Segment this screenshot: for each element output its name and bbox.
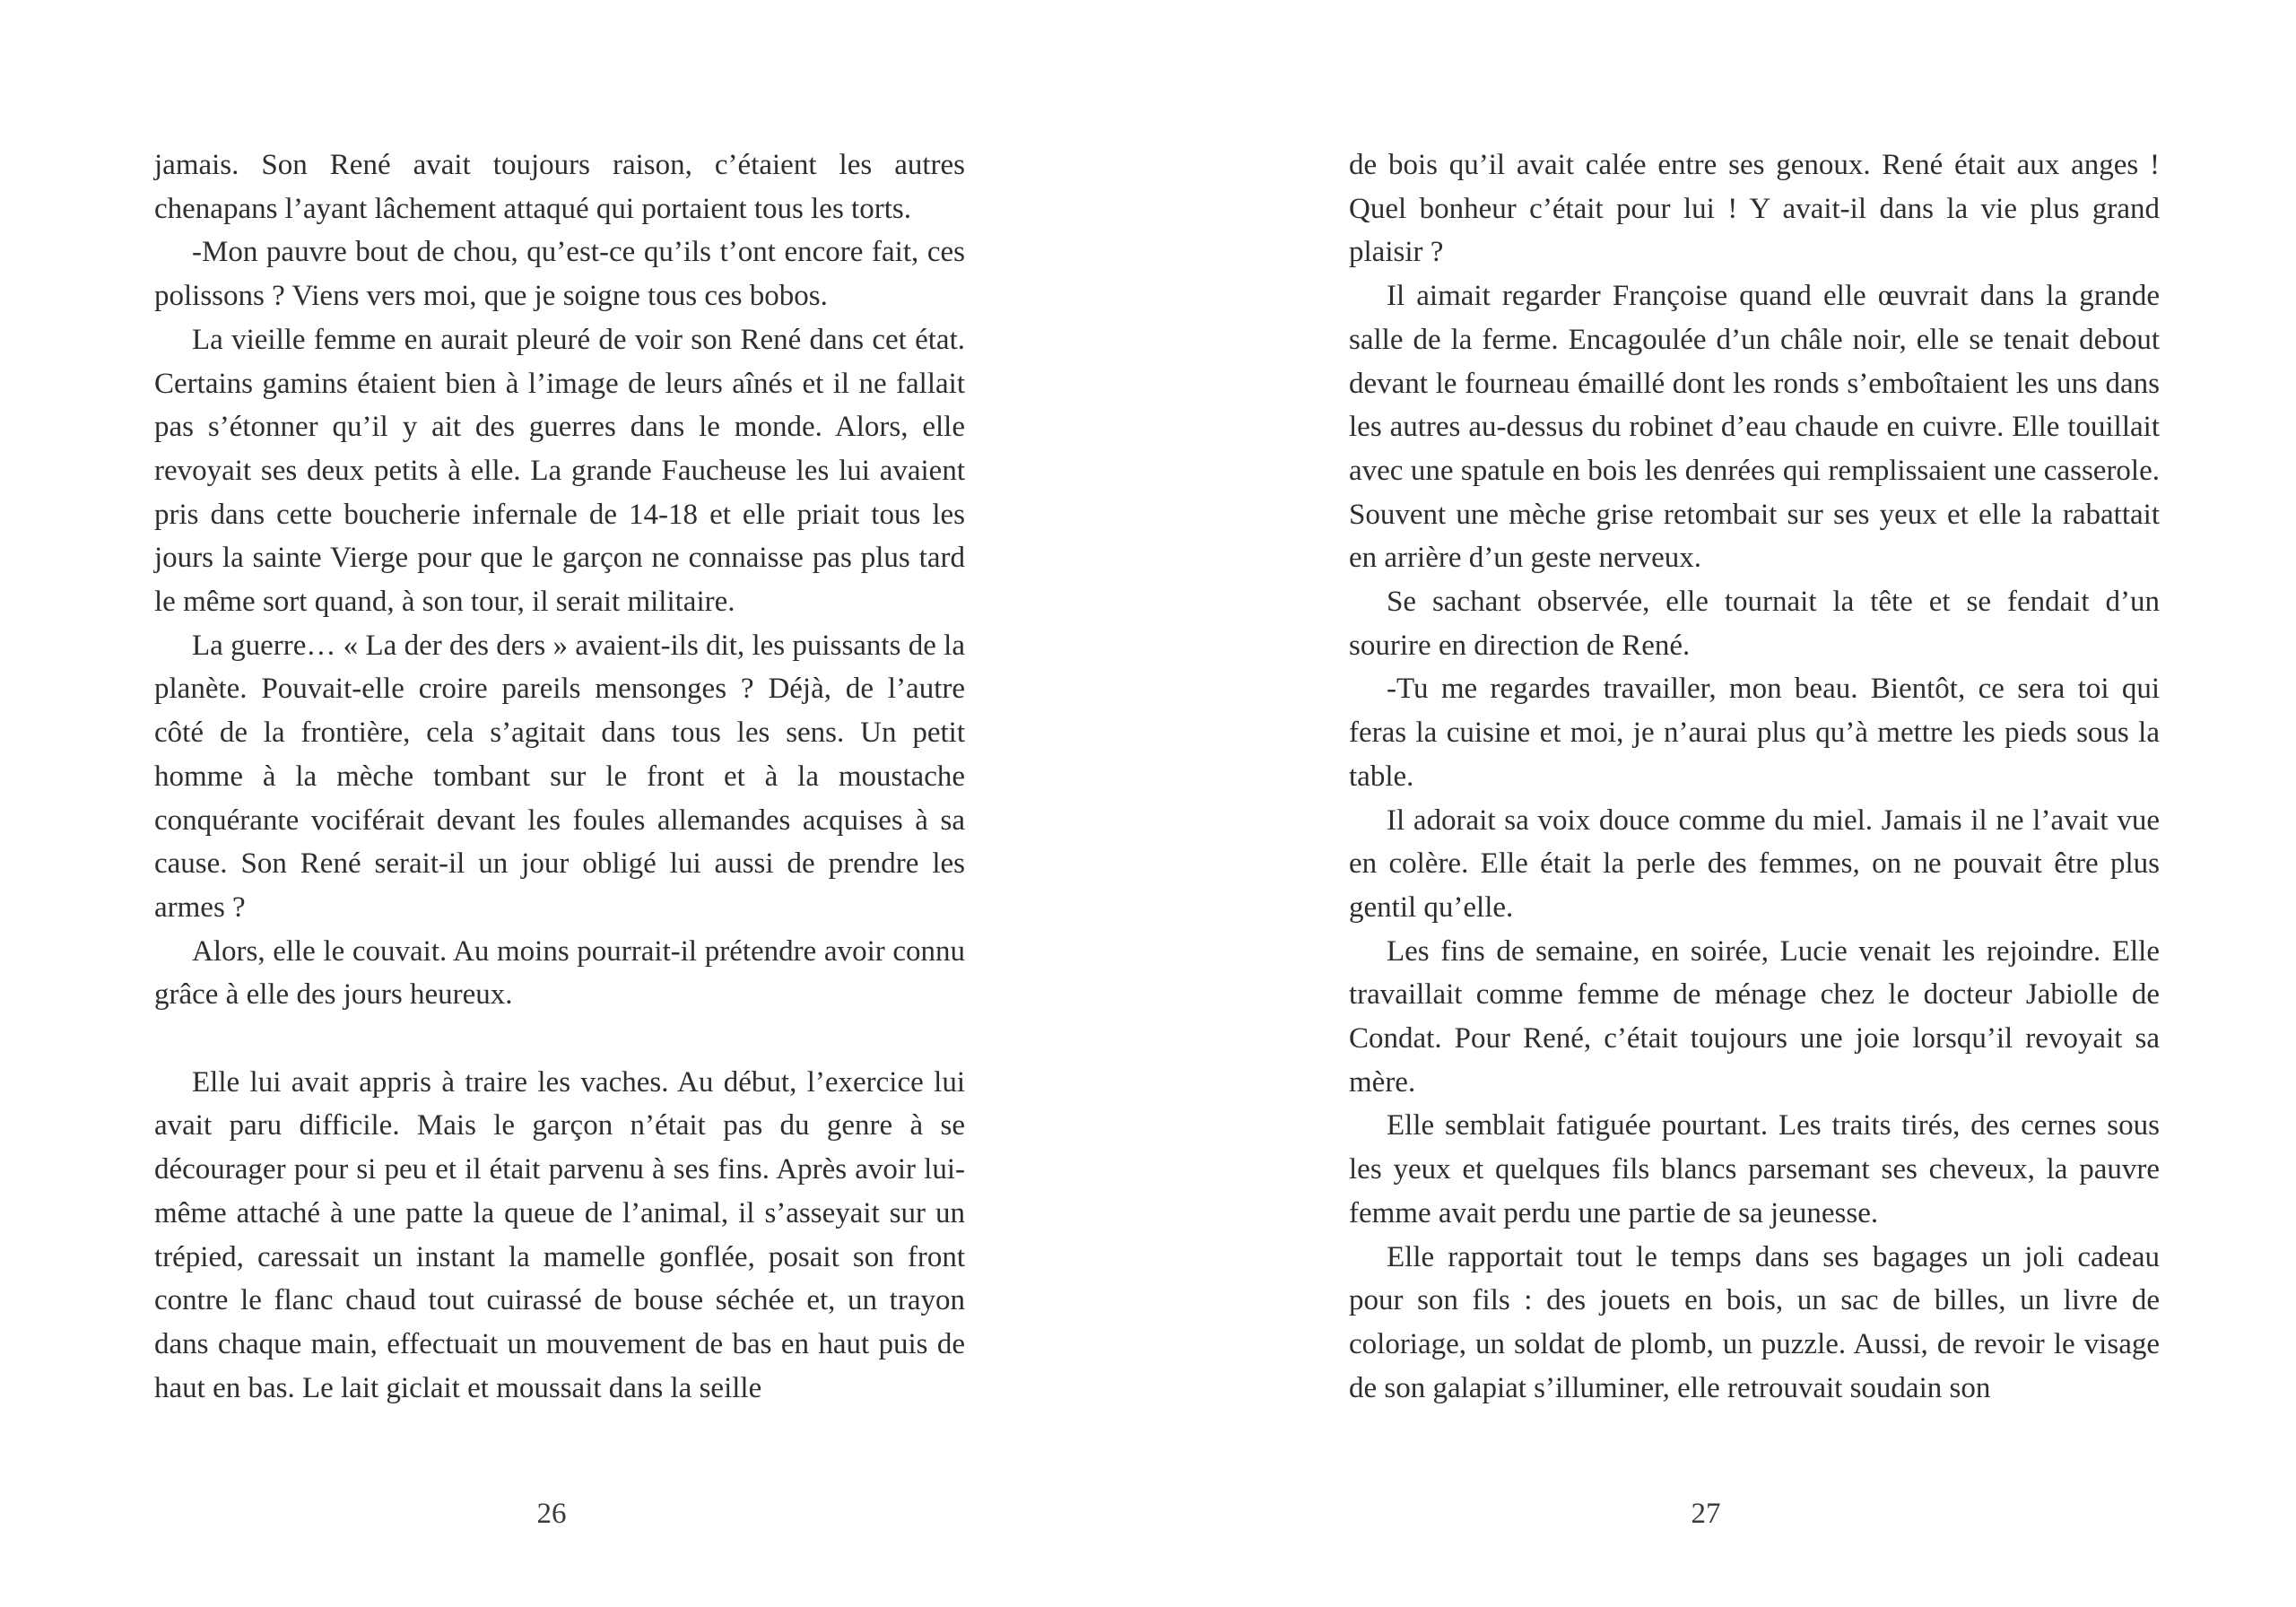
paragraph: Il aimait regarder Françoise quand elle œuvrait dans la grande salle de la ferme. Encagoulée d’un châle noir, elle se tenait debout devant le fourneau émaillé dont les ronds s’emboîtaient les uns dans les autres au-dessus du robinet d’eau chaude en cuivre. Elle touillait avec une spatule en bois les denrées qui remplissaient une casserole. Souvent une mèche grise retombait sur ses yeux et elle la rabattait en arrière d’un geste nerveux. <box>1349 280 2160 575</box>
paragraph: de bois qu’il avait calée entre ses genoux. René était aux anges ! Quel bonheur c’était pour lui ! Y avait-il dans la vie plus grand plaisir ? <box>1349 149 2160 269</box>
paragraph: -Tu me regardes travailler, mon beau. Bientôt, ce sera toi qui feras la cuisine et moi, je n’aurai plus qu’à mettre les pieds sous la table. <box>1349 673 2160 793</box>
paragraph: -Mon pauvre bout de chou, qu’est-ce qu’ils t’ont encore fait, ces polissons ? Viens vers moi, que je soigne tous ces bobos. <box>154 236 965 313</box>
paragraph: La guerre… « La der des ders » avaient-ils dit, les puissants de la planète. Pouvait-elle croire pareils mensonges ? Déjà, de l’autre côté de la frontière, cela s’agitait dans tous les sens. Un petit homme à la mèche tombant sur le front et à la moustache conquérante vociférait devant les foules allemandes acquises à sa cause. Son René serait-il un jour obligé lui aussi de prendre les armes ? <box>154 629 965 924</box>
page-number-right: 27 <box>1691 1498 1721 1530</box>
paragraph: Il adorait sa voix douce comme du miel. Jamais il ne l’avait vue en colère. Elle était la perle des femmes, on ne pouvait être plus gentil qu’elle. <box>1349 804 2160 924</box>
paragraph: Les fins de semaine, en soirée, Lucie venait les rejoindre. Elle travaillait comme femme de ménage chez le docteur Jabiolle de Condat. Pour René, c’était toujours une joie lorsqu’il revoyait sa mère. <box>1349 934 2160 1099</box>
paragraph: Alors, elle le couvait. Au moins pourrait-il prétendre avoir connu grâce à elle des jours heureux. <box>154 934 965 1012</box>
left-page <box>154 143 965 1410</box>
paragraph: Elle semblait fatiguée pourtant. Les traits tirés, des cernes sous les yeux et quelques fils blancs parsemant ses cheveux, la pauvre femme avait perdu une partie de sa jeunesse. <box>1349 1109 2160 1229</box>
paragraph: La vieille femme en aurait pleuré de voir son René dans cet état. Certains gamins étaient bien à l’image de leurs aînés et il ne fallait pas s’étonner qu’il y ait des guerres dans le monde. Alors, elle revoyait ses deux petits à elle. La grande Faucheuse les lui avaient pris dans cette boucherie infernale de 14-18 et elle priait tous les jours la sainte Vierge pour que le garçon ne connaisse pas plus tard le même sort quand, à son tour, il serait militaire. <box>154 323 965 619</box>
paragraph: Elle rapportait tout le temps dans ses bagages un joli cadeau pour son fils : des jouets en bois, un sac de billes, un livre de coloriage, un soldat de plomb, un puzzle. Aussi, de revoir le visage de son galapiat s’illuminer, elle retrouvait soudain son <box>1349 1240 2160 1404</box>
paragraph: Se sachant observée, elle tournait la tête et se fendait d’un sourire en direction de René. <box>1349 586 2160 662</box>
paragraph: jamais. Son René avait toujours raison, c’étaient les autres chenapans l’ayant lâchement attaqué qui portaient tous les torts. <box>154 149 965 225</box>
section-break <box>154 1017 965 1061</box>
page-number-left: 26 <box>536 1498 567 1530</box>
right-page <box>1349 143 2160 1410</box>
paragraph: Elle lui avait appris à traire les vaches. Au début, l’exercice lui avait paru difficile. Mais le garçon n’était pas du genre à se décourager pour si peu et il était parvenu à ses fins. Après avoir lui-même attaché à une patte la queue de l’animal, il s’asseyait sur un trépied, caressait un instant la mamelle gonflée, posait son front contre le flanc chaud tout cuirassé de bouse séchée et, un trayon dans chaque main, effectuait un mouvement de bas en haut puis de haut en bas. Le lait giclait et moussait dans la seille <box>154 1065 965 1404</box>
